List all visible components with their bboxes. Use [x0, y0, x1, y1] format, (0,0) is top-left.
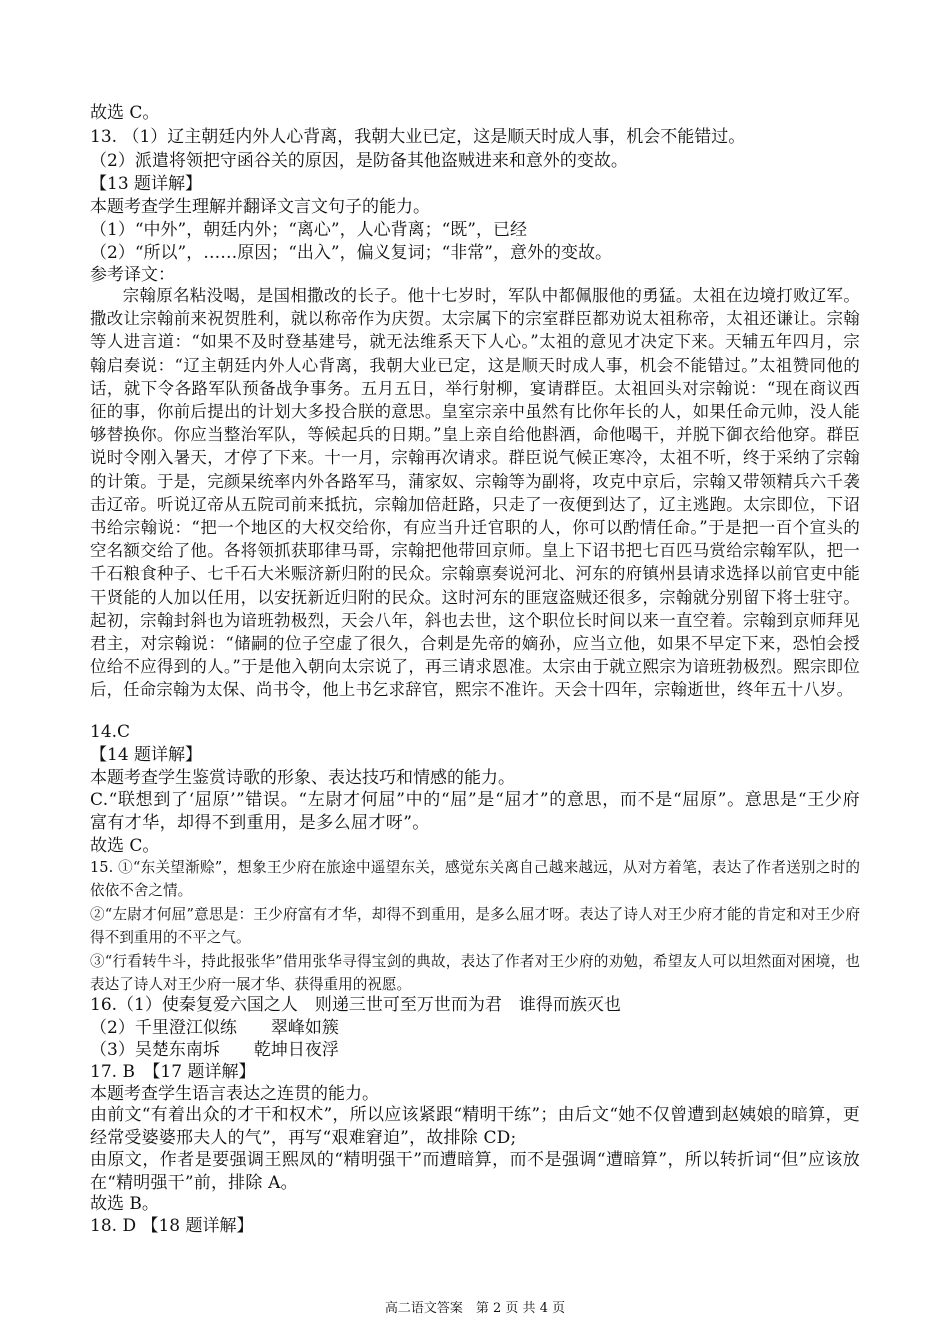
- q15-point-1: 15. ①“东关望渐赊”，想象王少府在旅途中遥望东关，感觉东关离自己越来越远，从对方着笔，表达了作者送别之时的依依不舍之情。: [90, 859, 860, 899]
- q17-intro: 本题考查学生语言表达之连贯的能力。: [90, 1084, 379, 1104]
- q17-explanation-1: 由前文“有着出众的才干和权术”，所以应该紧跟“精明干练”；由后文“她不仅曾遭到赵姨娘的暗算，更经常受婆婆邢夫人的气”，再写“艰难窘迫”，故排除 CD;: [90, 1105, 860, 1148]
- q14-intro: 本题考查学生鉴赏诗歌的形象、表达技巧和情感的能力。: [90, 768, 515, 788]
- q15-point-3: ③“行看转牛斗，持此报张华”借用张华寻得宝剑的典故，表达了作者对王少府的劝勉，希望友人可以坦然面对困境，也表达了诗人对王少府一展才华、获得重用的祝愿。: [90, 953, 860, 993]
- q14-answer: 14.C: [90, 722, 131, 742]
- q17-heading: 17. B 【17 题详解】: [90, 1062, 256, 1082]
- q17-conclusion: 故选 B。: [90, 1194, 159, 1214]
- translation-heading: 参考译文：: [90, 265, 175, 285]
- q17-explanation-2: 由原文，作者是要强调王熙凤的“精明强干”而遭暗算，而不是强调“遭暗算”，所以转折词“但”应该放在“精明强干”前，排除 A。: [90, 1150, 860, 1193]
- translation-paragraph: 宗翰原名粘没喝，是国相撒改的长子。他十七岁时，军队中都佩服他的勇猛。太祖在边境打败辽军。撒改让宗翰前来祝贺胜利，就以称帝作为庆贺。太宗属下的宗室群臣都劝说太祖称帝，太祖还谦让。宗翰等人进言道：“如果不及时登基建号，就无法维系天下人心。”太祖的意见才决定下来。天辅五年四月，宗翰启奏说：“辽主朝廷内外人心背离，我朝大业已定，这是顺天时成人事，机会不能错过。”太祖赞同他的话，就下令各路军队预备战争事务。五月五日，举行射柳，宴请群臣。太祖回头对宗翰说：“现在商议西征的事，你前后提出的计划大多投合朕的意思。皇室宗亲中虽然有比你年长的人，如果任命元帅，没人能够替换你。你应当整治军队，等候起兵的日期。”皇上亲自给他斟酒，命他喝干，并脱下御衣给他穿。群臣说时令刚入暑天，才停了下来。十一月，宗翰再次请求。群臣说气候正寒冷，太祖不听，终于采纳了宗翰的计策。于是，完颜杲统率内外各路军马，蒲家奴、宗翰等为副将，攻克中京后，宗翰又带领精兵六千袭击辽帝。听说辽帝从五院司前来抵抗，宗翰加倍赶路，只走了一夜便到达了，辽主逃跑。太宗即位，下诏书给宗翰说：“把一个地区的大权交给你，有应当升迁官职的人，你可以酌情任命。”于是把一百个宣头的空名额交给了他。各将领抓获耶律马哥，宗翰把他带回京师。皇上下诏书把七百匹马赏给宗翰军队，把一千石粮食种子、七千石大米赈济新归附的民众。宗翰禀奏说河北、河东的府镇州县请求选择以前官吏中能干贤能的人加以任用，以安抚新近归附的民众。这时河东的匪寇盗贼还很多，宗翰就分别留下将士驻守。起初，宗翰封斜也为谙班勃极烈，天会八年，斜也去世，这个职位长时间以来一直空着。宗翰到京师拜见君主，对宗翰说：“储嗣的位子空虚了很久，合剌是先帝的嫡孙，应当立他，如果不早定下来，恐怕会授位给不应得到的人。”于是他入朝向太宗说了，再三请求恩准。太宗由于就立熙宗为谙班勃极烈。熙宗即位后，任命宗翰为太保、尚书令，他上书乞求辞官，熙宗不准许。天会十四年，宗翰逝世，终年五十八岁。: [90, 286, 860, 700]
- q14-explanation: C.“联想到了‘屈原’”错误。“左尉才何屈”中的“屈”是“屈才”的意思，而不是“屈原”。意思是“王少府富有才华，却得不到重用，是多么屈才呀”。: [90, 790, 860, 833]
- q13-answer-1: 13. （1）辽主朝廷内外人心背离，我朝大业已定，这是顺天时成人事，机会不能错过。: [90, 127, 746, 147]
- q13-note-1: （1）“中外”，朝廷内外；“离心”，人心背离；“既”，已经: [90, 220, 527, 240]
- q16-answer-3: （3）吴楚东南坼 乾坤日夜浮: [90, 1040, 339, 1060]
- page-footer: 高二语文答案 第 2 页 共 4 页: [384, 1301, 566, 1316]
- q16-answer-1: 16.（1）使秦复爱六国之人 则递三世可至万世而为君 谁得而族灭也: [90, 995, 621, 1015]
- q13-note-2: （2）“所以”，……原因；“出入”，偏义复词；“非常”，意外的变故。: [90, 243, 612, 263]
- q14-conclusion: 故选 C。: [90, 836, 160, 856]
- q15-point-2: ②“左尉才何屈”意思是：王少府富有才华，却得不到重用，是多么屈才呀。表达了诗人对王少府才能的肯定和对王少府得不到重用的不平之气。: [90, 906, 860, 946]
- answer-line: 故选 C。: [90, 103, 160, 123]
- q14-heading: 【14 题详解】: [90, 745, 203, 765]
- q13-heading: 【13 题详解】: [90, 174, 203, 194]
- q16-answer-2: （2）千里澄江似练 翠峰如簇: [90, 1018, 339, 1038]
- q18-heading: 18. D 【18 题详解】: [90, 1216, 254, 1236]
- q13-answer-2: （2）派遣将领把守函谷关的原因，是防备其他盗贼进来和意外的变故。: [90, 151, 628, 171]
- q13-intro: 本题考查学生理解并翻译文言文句子的能力。: [90, 197, 430, 217]
